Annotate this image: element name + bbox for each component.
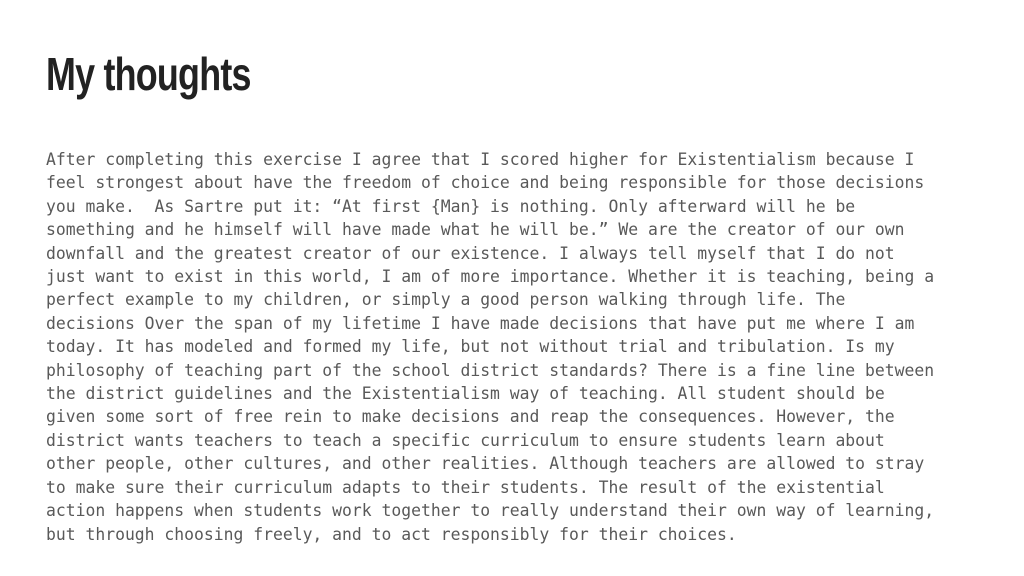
body-line: perfect example to my children, or simply a good person walking through life. The	[46, 290, 846, 310]
body-line: district wants teachers to teach a specific curriculum to ensure students learn about	[46, 430, 885, 450]
body-line: given some sort of free rein to make decisions and reap the consequences. However, the	[46, 407, 895, 427]
body-line: the district guidelines and the Existentialism way of teaching. All student should be	[46, 384, 885, 404]
slide-body	[46, 148, 986, 546]
body-line: downfall and the greatest creator of our existence. I always tell myself that I do not	[46, 243, 895, 263]
body-line: today. It has modeled and formed my life, but not without trial and tribulation. Is my	[46, 337, 895, 357]
body-line: decisions Over the span of my lifetime I have made decisions that have put me where I am	[46, 313, 915, 333]
body-line: action happens when students work together to really understand their own way of learning,	[46, 501, 935, 521]
body-line: but through choosing freely, and to act responsibly for their choices.	[46, 524, 737, 544]
body-line: other people, other cultures, and other realities. Although teachers are allowed to stray	[46, 454, 925, 474]
body-line: After completing this exercise I agree that I scored higher for Existentialism because I	[46, 150, 915, 169]
body-line: feel strongest about have the freedom of choice and being responsible for those decisions	[46, 173, 925, 193]
slide-title: My thoughts	[46, 48, 251, 100]
body-line: to make sure their curriculum adapts to their students. The result of the existential	[46, 477, 885, 497]
body-line: something and he himself will have made what he will be.” We are the creator of our own	[46, 220, 905, 240]
body-line: just want to exist in this world, I am of more importance. Whether it is teaching, being a	[46, 267, 935, 287]
body-line: you make. As Sartre put it: “At first {Man} is nothing. Only afterward will he be	[46, 196, 856, 216]
body-line: philosophy of teaching part of the school district standards? There is a fine line between	[46, 360, 935, 380]
